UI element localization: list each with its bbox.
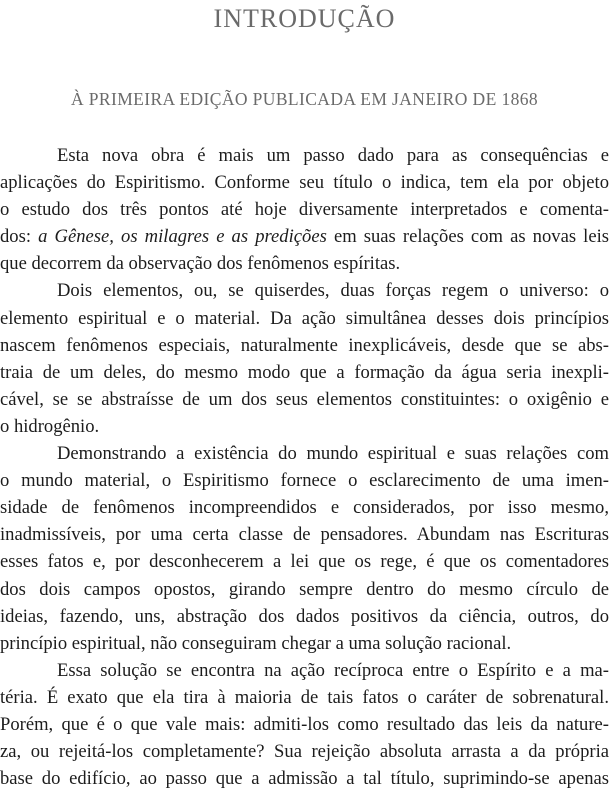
text-line: Demonstrando a existência do mundo espiritual e suas relações com xyxy=(57,443,609,465)
text-line-mixed xyxy=(0,223,609,250)
text-line: sidade de fenômenos incompreendidos e considerados, por isso mesmo, xyxy=(0,497,609,519)
text-line: princípio espiritual, não conseguiram chegar a uma solução racional. xyxy=(0,632,512,654)
text-line: base do edifício, ao passo que a admissão a tal título, suprimindo-se apenas xyxy=(0,768,609,790)
text-line: cável, se se abstraísse de um dos seus elementos constituintes: o oxigênio e xyxy=(0,388,609,410)
body-text xyxy=(0,142,609,792)
text-line: que decorrem da observação dos fenômenos espíritas. xyxy=(0,253,401,275)
text-line: traia de um deles, do mesmo modo que a formação da água seria inexpli- xyxy=(0,361,609,383)
text-segment: dos: xyxy=(0,226,39,248)
text-segment: em suas relações com as novas leis xyxy=(333,226,609,248)
text-line: inadmissíveis, por uma certa classe de pensadores. Abundam nas Escrituras xyxy=(0,524,609,546)
text-line: o hidrogênio. xyxy=(0,415,100,437)
text-line: Esta nova obra é mais um passo dado para as consequências e xyxy=(57,145,609,166)
page-title: INTRODUÇÃO xyxy=(213,4,396,33)
text-line: nascem fenômenos especiais, naturalmente inexplicáveis, desde que se abs- xyxy=(0,334,609,356)
text-line: Dois elementos, ou, se quiserdes, duas forças regem o universo: o xyxy=(57,280,609,302)
text-line: esses fatos e, por desconhecerem a lei que os rege, é que os comentadores xyxy=(0,551,609,573)
text-line: dos dois campos opostos, girando sempre dentro do mesmo círculo de xyxy=(0,578,609,600)
text-line: Essa solução se encontra na ação recíproca entre o Espírito e a ma- xyxy=(57,659,609,681)
text-line: ideias, fazendo, uns, abstração dos dados positivos da ciência, outros, do xyxy=(0,605,609,627)
text-line: téria. É exato que ela tira à maioria de tais fatos o caráter de sobrenatural. xyxy=(0,686,609,708)
page-subtitle: À PRIMEIRA EDIÇÃO PUBLICADA EM JANEIRO DE 1868 xyxy=(70,89,539,109)
text-line: Porém, que é o que vale mais: admiti-los como resultado das leis da nature- xyxy=(0,713,609,735)
text-line: aplicações do Espiritismo. Conforme seu título o indica, tem ela por objeto xyxy=(0,172,609,194)
italic-title-phrase: a Gênese, os milagres e as predições xyxy=(38,226,327,248)
text-line: o mundo material, o Espiritismo fornece o esclarecimento de uma imen- xyxy=(0,470,609,492)
text-line: o estudo dos três pontos até hoje diversamente interpretados e comenta- xyxy=(0,199,609,221)
text-line: elemento espiritual e o material. Da ação simultânea desses dois princípios xyxy=(0,307,609,329)
text-line: za, ou rejeitá-los completamente? Sua rejeição absoluta arrasta a da própria xyxy=(0,741,609,763)
